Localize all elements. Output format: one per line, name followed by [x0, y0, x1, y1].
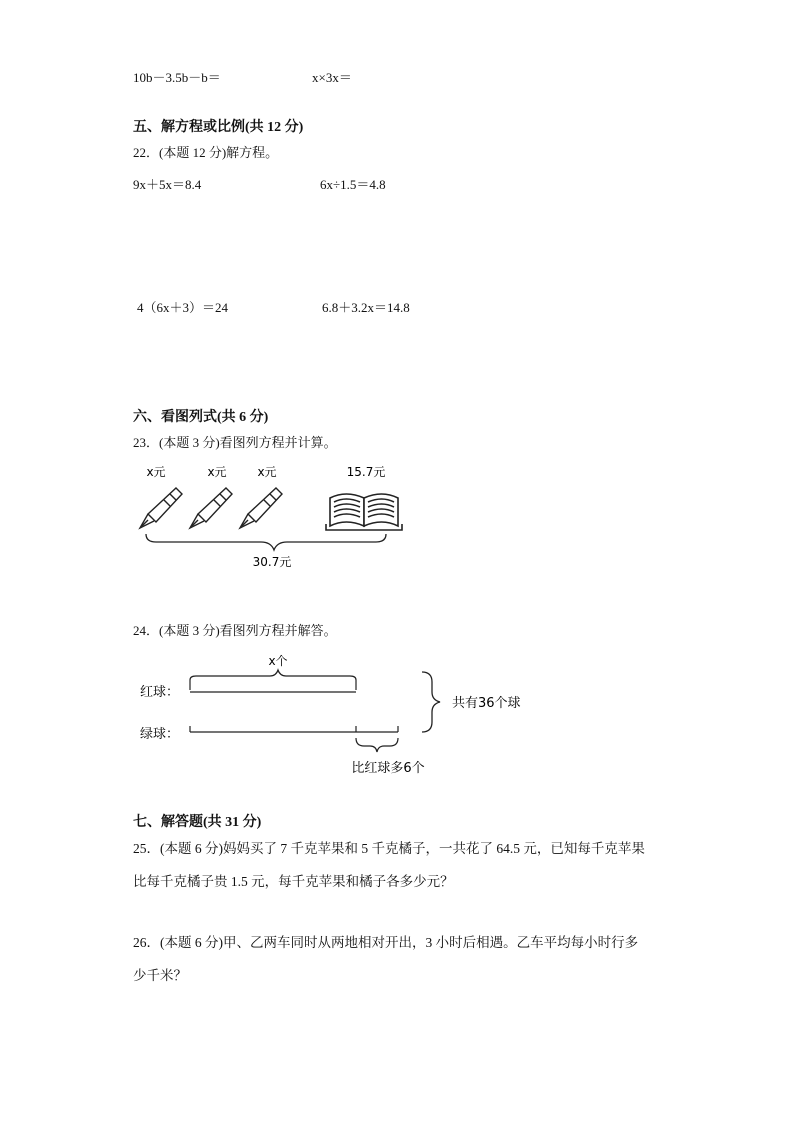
- question-22: 22．(本题 12 分)解方程。: [133, 145, 279, 160]
- question-25-line-1: 25．(本题 6 分)妈妈买了 7 千克苹果和 5 千克橘子，一共花了 64.5 元，已知每千克苹果: [133, 841, 645, 856]
- fountain-pen-icon: [140, 488, 182, 528]
- expression-1: 10b－3.5b－b＝: [133, 70, 221, 85]
- fountain-pen-icon: [240, 488, 282, 528]
- question-26-line-2: 少千米？: [133, 968, 187, 983]
- total-label: 共有36个球: [452, 696, 521, 711]
- x-label: x个: [268, 654, 288, 668]
- section-6-heading: 六、看图列式(共 6 分): [133, 410, 269, 425]
- section-7-heading: 七、解答题(共 31 分): [133, 815, 262, 830]
- red-top-brace: [190, 670, 356, 690]
- equation-1: 9x＋5x＝8.4: [133, 177, 202, 192]
- pen-1-price: x元: [146, 465, 166, 479]
- pen-3-price: x元: [257, 465, 277, 479]
- equation-3: 4（6x＋3）＝24: [137, 300, 229, 315]
- book-price: 15.7元: [346, 465, 386, 479]
- total-price: 30.7元: [252, 555, 292, 569]
- open-book-icon: [326, 494, 402, 530]
- fountain-pen-icon: [190, 488, 232, 528]
- question-24: 24．(本题 3 分)看图列方程并解答。: [133, 623, 337, 638]
- equation-2: 6x÷1.5＝4.8: [320, 177, 386, 192]
- pen-2-price: x元: [207, 465, 227, 479]
- section-5-heading: 五、解方程或比例(共 12 分): [133, 120, 304, 135]
- equation-4: 6.8＋3.2x＝14.8: [322, 300, 410, 315]
- question-23: 23．(本题 3 分)看图列方程并计算。: [133, 435, 337, 450]
- total-brace: [146, 534, 386, 550]
- q24-figure: [136, 648, 546, 780]
- question-25-line-2: 比每千克橘子贵 1.5 元，每千克苹果和橘子各多少元？: [133, 874, 454, 889]
- more-label: 比红球多6个: [351, 761, 425, 776]
- diff-brace: [356, 738, 398, 752]
- green-label: 绿球：: [140, 727, 180, 742]
- question-26-line-1: 26．(本题 6 分)甲、乙两车同时从两地相对开出，3 小时后相遇。乙车平均每小时行多: [133, 935, 639, 950]
- q23-figure: [126, 460, 416, 575]
- red-label: 红球：: [140, 685, 180, 700]
- expression-2: x×3x＝: [312, 70, 352, 85]
- total-right-brace: [422, 672, 440, 732]
